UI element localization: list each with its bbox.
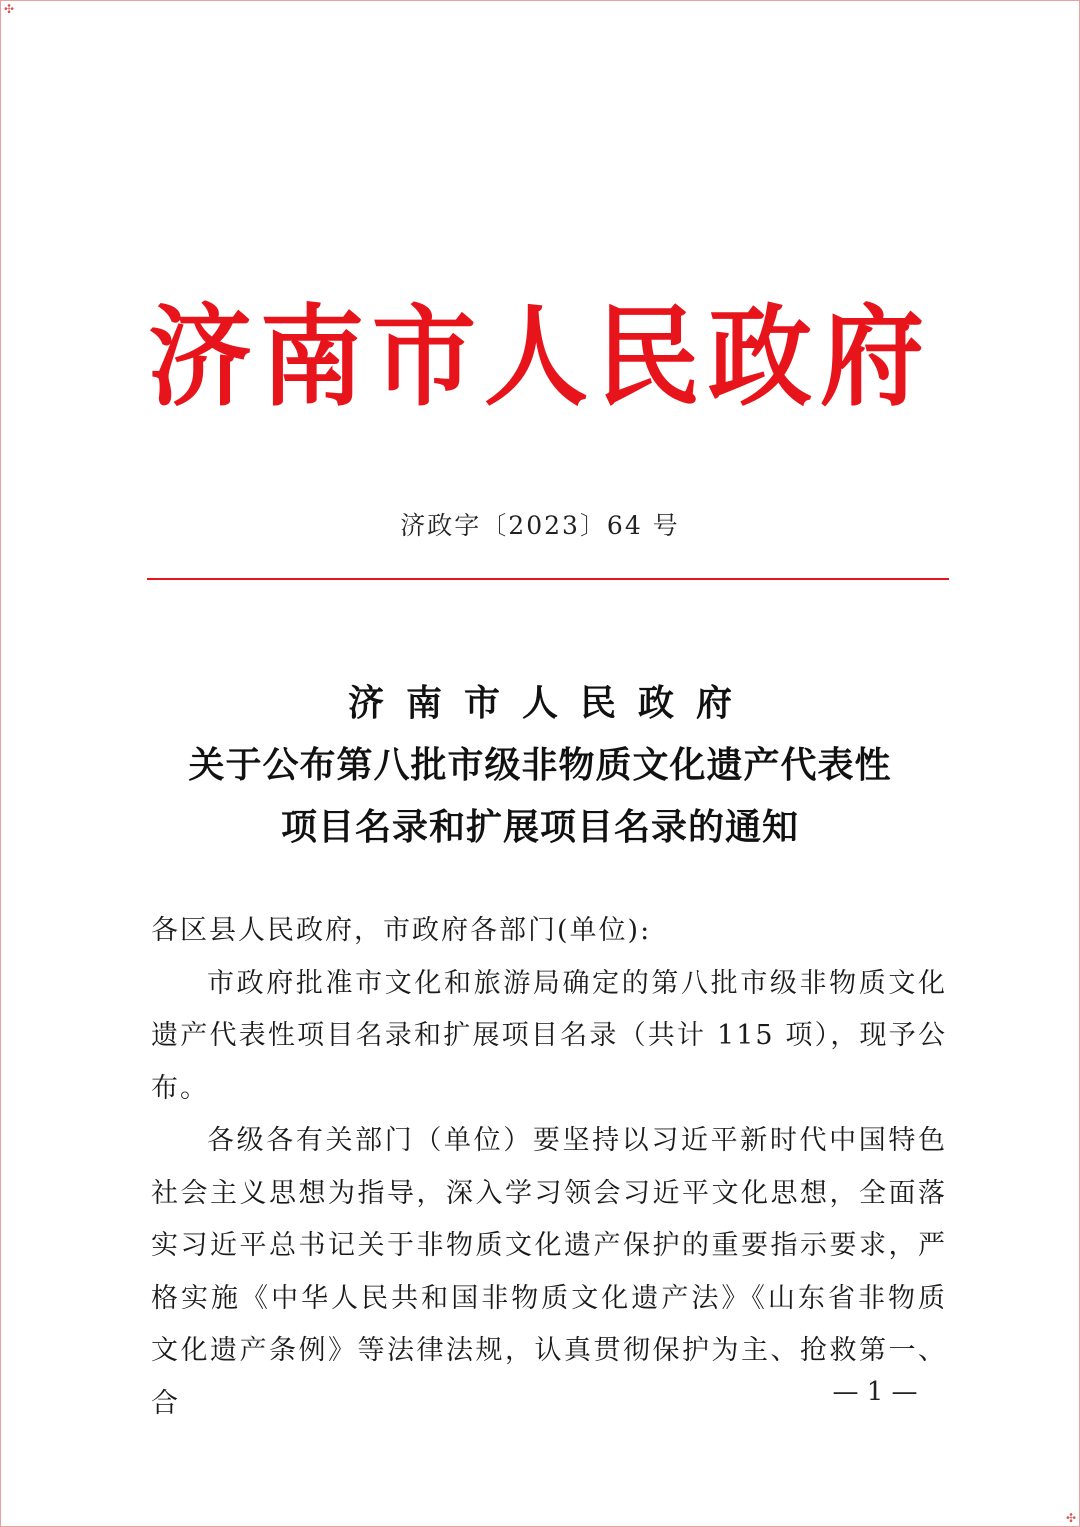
corner-mark-icon: ✣ (1065, 1511, 1077, 1525)
title-line-issuer: 济南市人民政府 (347, 682, 754, 724)
salutation: 各区县人民政府，市政府各部门(单位): (151, 915, 652, 946)
document-number: 济政字〔2023〕64 号 (400, 511, 680, 540)
body-text (151, 905, 947, 1430)
paragraph: 各级各有关部门（单位）要坚持以习近平新时代中国特色社会主义思想为指导，深入学习领会习近平文化思想，全面落实习近平总书记关于非物质文化遗产保护的重要指示要求，严格实施《中华人民共和国非物质文化遗产法》《山东省非物质文化遗产条例》等法律法规，认真贯彻保护为主、抢救第一、合 (151, 1125, 947, 1419)
masthead-title: 济南市人民政府 (147, 291, 932, 422)
red-separator-line (147, 578, 949, 580)
title-line-subject: 关于公布第八批市级非物质文化遗产代表性 (188, 744, 892, 786)
page-number: — 1 — (832, 1377, 918, 1407)
title-line-subject-cont: 项目名录和扩展项目名录的通知 (280, 806, 799, 848)
paragraph: 市政府批准市文化和旅游局确定的第八批市级非物质文化遗产代表性项目名录和扩展项目名录（共计 115 项），现予公布。 (151, 967, 947, 1104)
notice-title (0, 672, 1080, 858)
corner-mark-icon: ✣ (3, 2, 15, 16)
